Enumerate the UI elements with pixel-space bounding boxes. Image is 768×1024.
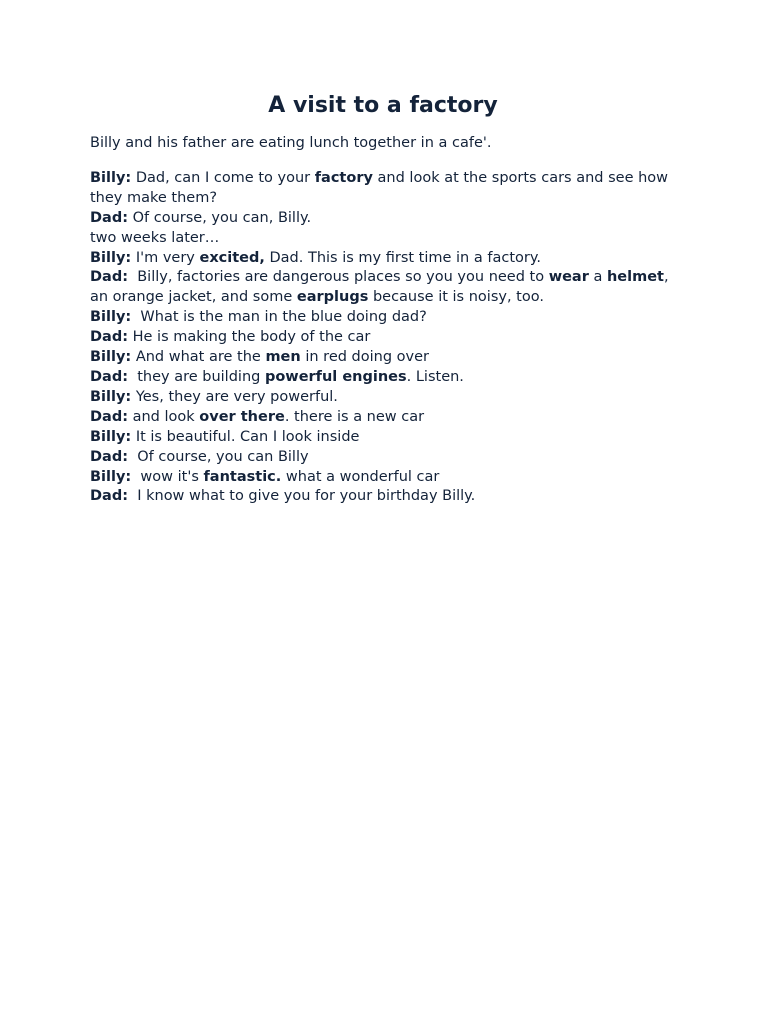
dialogue-line [90,229,690,249]
line-text: and look [128,408,200,425]
keyword-text: powerful engines [264,368,407,385]
line-text: I'm very [131,249,200,266]
speaker-label: Dad: [90,329,128,346]
dialogue-line [90,408,690,428]
dialogue [90,169,690,507]
keyword-text: fantastic. [203,468,282,485]
speaker-label: Dad: [90,368,128,385]
intro-paragraph: Billy and his father are eating lunch together in a cafe'. [90,135,492,151]
document-title: A visit to a factory [268,93,498,118]
speaker-label: Billy: [90,309,132,326]
keyword-text: factory [314,169,373,186]
line-text: It is beautiful. Can I look inside [131,428,360,445]
dialogue-line [90,448,690,468]
line-text: Dad, can I come to your [131,169,315,186]
line-text: Billy, factories are dangerous places so you you need to [128,269,549,286]
speaker-label: Billy: [90,388,132,405]
speaker-label: Dad: [90,448,128,465]
dialogue-line [90,249,690,269]
speaker-label: Billy: [90,249,132,266]
line-text: What is the man in the blue doing dad? [131,309,427,326]
line-text: they are building [128,368,265,385]
speaker-label: Billy: [90,349,132,366]
dialogue-line [90,388,690,408]
keyword-text: earplugs [296,289,369,306]
dialogue-line [90,308,690,328]
keyword-text: men [265,349,301,366]
speaker-label: Dad: [90,209,128,226]
dialogue-line [90,368,690,388]
line-text: because it is noisy, too. [368,289,544,306]
line-text: He is making the body of the car [128,329,371,346]
line-text: what a wonderful car [281,468,440,485]
dialogue-line [90,328,690,348]
speaker-label: Dad: [90,488,128,505]
line-text: a [588,269,607,286]
line-text: Dad. This is my first time in a factory. [264,249,541,266]
line-text: . there is a new car [284,408,425,425]
speaker-label: Billy: [90,169,132,186]
dialogue-line [90,209,690,229]
line-text: . Listen. [406,368,464,385]
keyword-text: over there [199,408,285,425]
line-text: and look at the sports cars and see how they make them? [90,169,673,206]
line-text: wow it's [131,468,204,485]
line-text: Yes, they are very powerful. [131,388,338,405]
speaker-label: Billy: [90,428,132,445]
document-page [90,88,690,507]
dialogue-line [90,268,690,308]
line-text: I know what to give you for your birthday Billy. [128,488,476,505]
dialogue-line [90,468,690,488]
speaker-label: Dad: [90,269,128,286]
keyword-text: excited, [199,249,265,266]
line-text: , an orange jacket, and some [90,269,674,306]
keyword-text: wear [548,269,589,286]
dialogue-line [90,487,690,507]
line-text: two weeks later… [90,229,220,246]
line-text: Of course, you can Billy [128,448,309,465]
speaker-label: Dad: [90,408,128,425]
dialogue-line [90,348,690,368]
line-text: And what are the [131,349,266,366]
speaker-label: Billy: [90,468,132,485]
line-text: in red doing over [300,349,429,366]
dialogue-line [90,428,690,448]
line-text: Of course, you can, Billy. [128,209,312,226]
keyword-text: helmet [606,269,664,286]
dialogue-line [90,169,690,209]
